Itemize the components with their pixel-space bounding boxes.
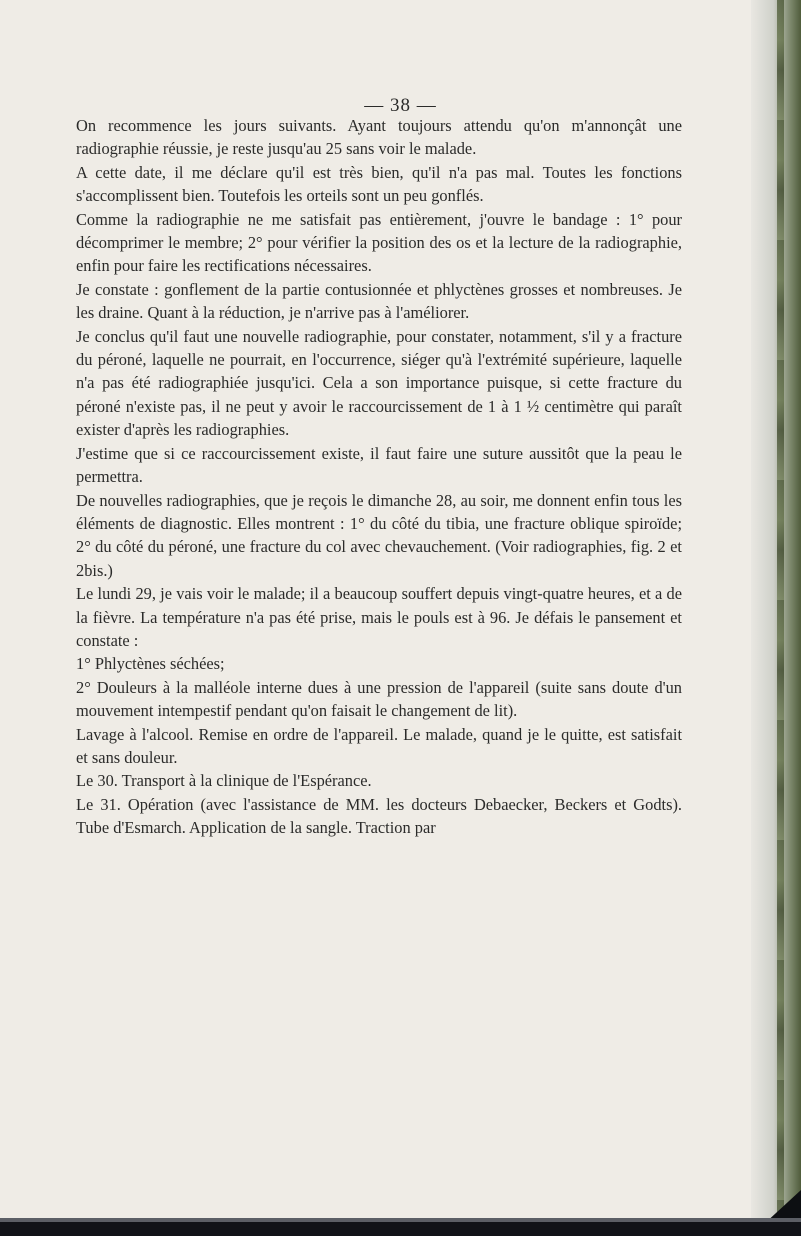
paragraph: Je constate : gonflement de la partie contusionnée et phlyctènes grosses et nombreuses. Je les draine. Quant à la réduction, je n'arrive pas à l'améliorer. [76,279,682,323]
page-number: — 38 — [364,95,437,116]
paragraph: J'estime que si ce raccourcissement existe, il faut faire une suture aussitôt que la peau le permettra. [76,443,682,487]
list-item: 2° Douleurs à la malléole interne dues à une pression de l'appareil (suite sans doute d'un mouvement intempestif pendant qu'on faisait le changement de lit). [76,677,682,721]
paragraph: Le lundi 29, je vais voir le malade; il a beaucoup souffert depuis vingt-quatre heures, et a de la fièvre. La température n'a pas été prise, mais le pouls est à 96. Je défais le pansement et constate : [76,584,682,650]
paragraph: Comme la radiographie ne me satisfait pas entièrement, j'ouvre le bandage : 1° pour décomprimer le membre; 2° pour vérifier la position des os et la lecture de la radiographie, enfin pour faire les rectifications nécessaires. [76,209,682,276]
paragraph: Lavage à l'alcool. Remise en ordre de l'appareil. Le malade, quand je le quitte, est satisfait et sans douleur. [76,724,682,767]
page-edge-shadow [751,0,801,1236]
list-item: 1° Phlyctènes séchées; [76,654,225,674]
paragraph: On recommence les jours suivants. Ayant toujours attendu qu'on m'annonçât une radiographie réussie, je reste jusqu'au 25 sans voir le malade. [76,116,682,159]
edge-streak [777,0,784,1236]
bottom-band [0,1218,801,1236]
body-text [58,92,682,840]
paragraph: Le 31. Opération (avec l'assistance de MM. les docteurs Debaecker, Beckers et Godts). Tube d'Esmarch. Application de la sangle. Traction par [76,794,682,838]
paragraph: De nouvelles radiographies, que je reçois le dimanche 28, au soir, me donnent enfin tous les éléments de diagnostic. Elles montrent : 1° du côté du tibia, une fracture oblique spiroïde; 2° du côté du péroné, une fracture du col avec chevauchement. (Voir radiographies, fig. 2 et 2bis.) [76,490,682,580]
paragraph: A cette date, il me déclare qu'il est très bien, qu'il n'a pas mal. Toutes les fonctions s'accomplissent bien. Toutefois les orteils sont un peu gonflés. [76,162,682,206]
paragraph: Je conclus qu'il faut une nouvelle radiographie, pour constater, notamment, s'il y a fracture du péroné, laquelle ne pourrait, en l'occurrence, siéger qu'à l'extrémité supérieure, laquelle n'a pas été radiographiée jusqu'ici. Cela a son importance puisque, si cette fracture du péroné n'existe pas, il ne peut y avoir le raccourcissement de 1 à 1 ½ centimètre qui paraît exister d'après les radiographies. [76,326,682,440]
paragraph: Le 30. Transport à la clinique de l'Espérance. [76,771,372,791]
